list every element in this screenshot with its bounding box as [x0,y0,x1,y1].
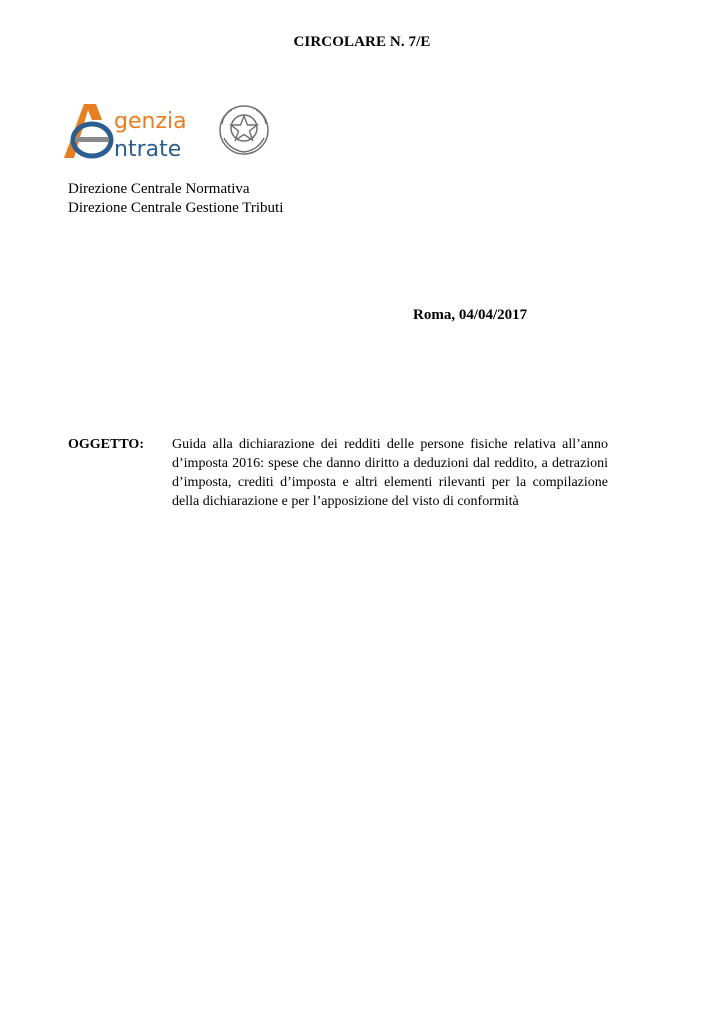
directorate-gestione-tributi: Direzione Centrale Gestione Tributi [68,200,284,216]
logo-a-shape [64,104,102,158]
circolare-title: CIRCOLARE N. 7/E [293,34,431,50]
logo-line2: ntrate [114,137,182,162]
agenzia-entrate-logo [62,100,272,162]
logo-line1: genzia [114,109,187,134]
italian-emblem-icon [220,106,268,154]
logo-graphic [62,100,272,162]
subject-text: Guida alla dichiarazione dei redditi delle persone fisiche relativa all’anno d’imposta 2016: spese che danno diritto a deduzioni dal reddito, a detrazioni d’imposta, crediti d’imposta e altri elementi rilevanti per la compilazione della dichiarazione e per l’apposizione del visto di conformità [172,437,608,509]
place-date: Roma, 04/04/2017 [413,307,528,323]
logo-e-bar [75,137,109,142]
directorates-block [68,180,283,218]
directorate-normativa: Direzione Centrale Normativa [68,181,250,197]
subject-label: OGGETTO: [68,437,144,452]
